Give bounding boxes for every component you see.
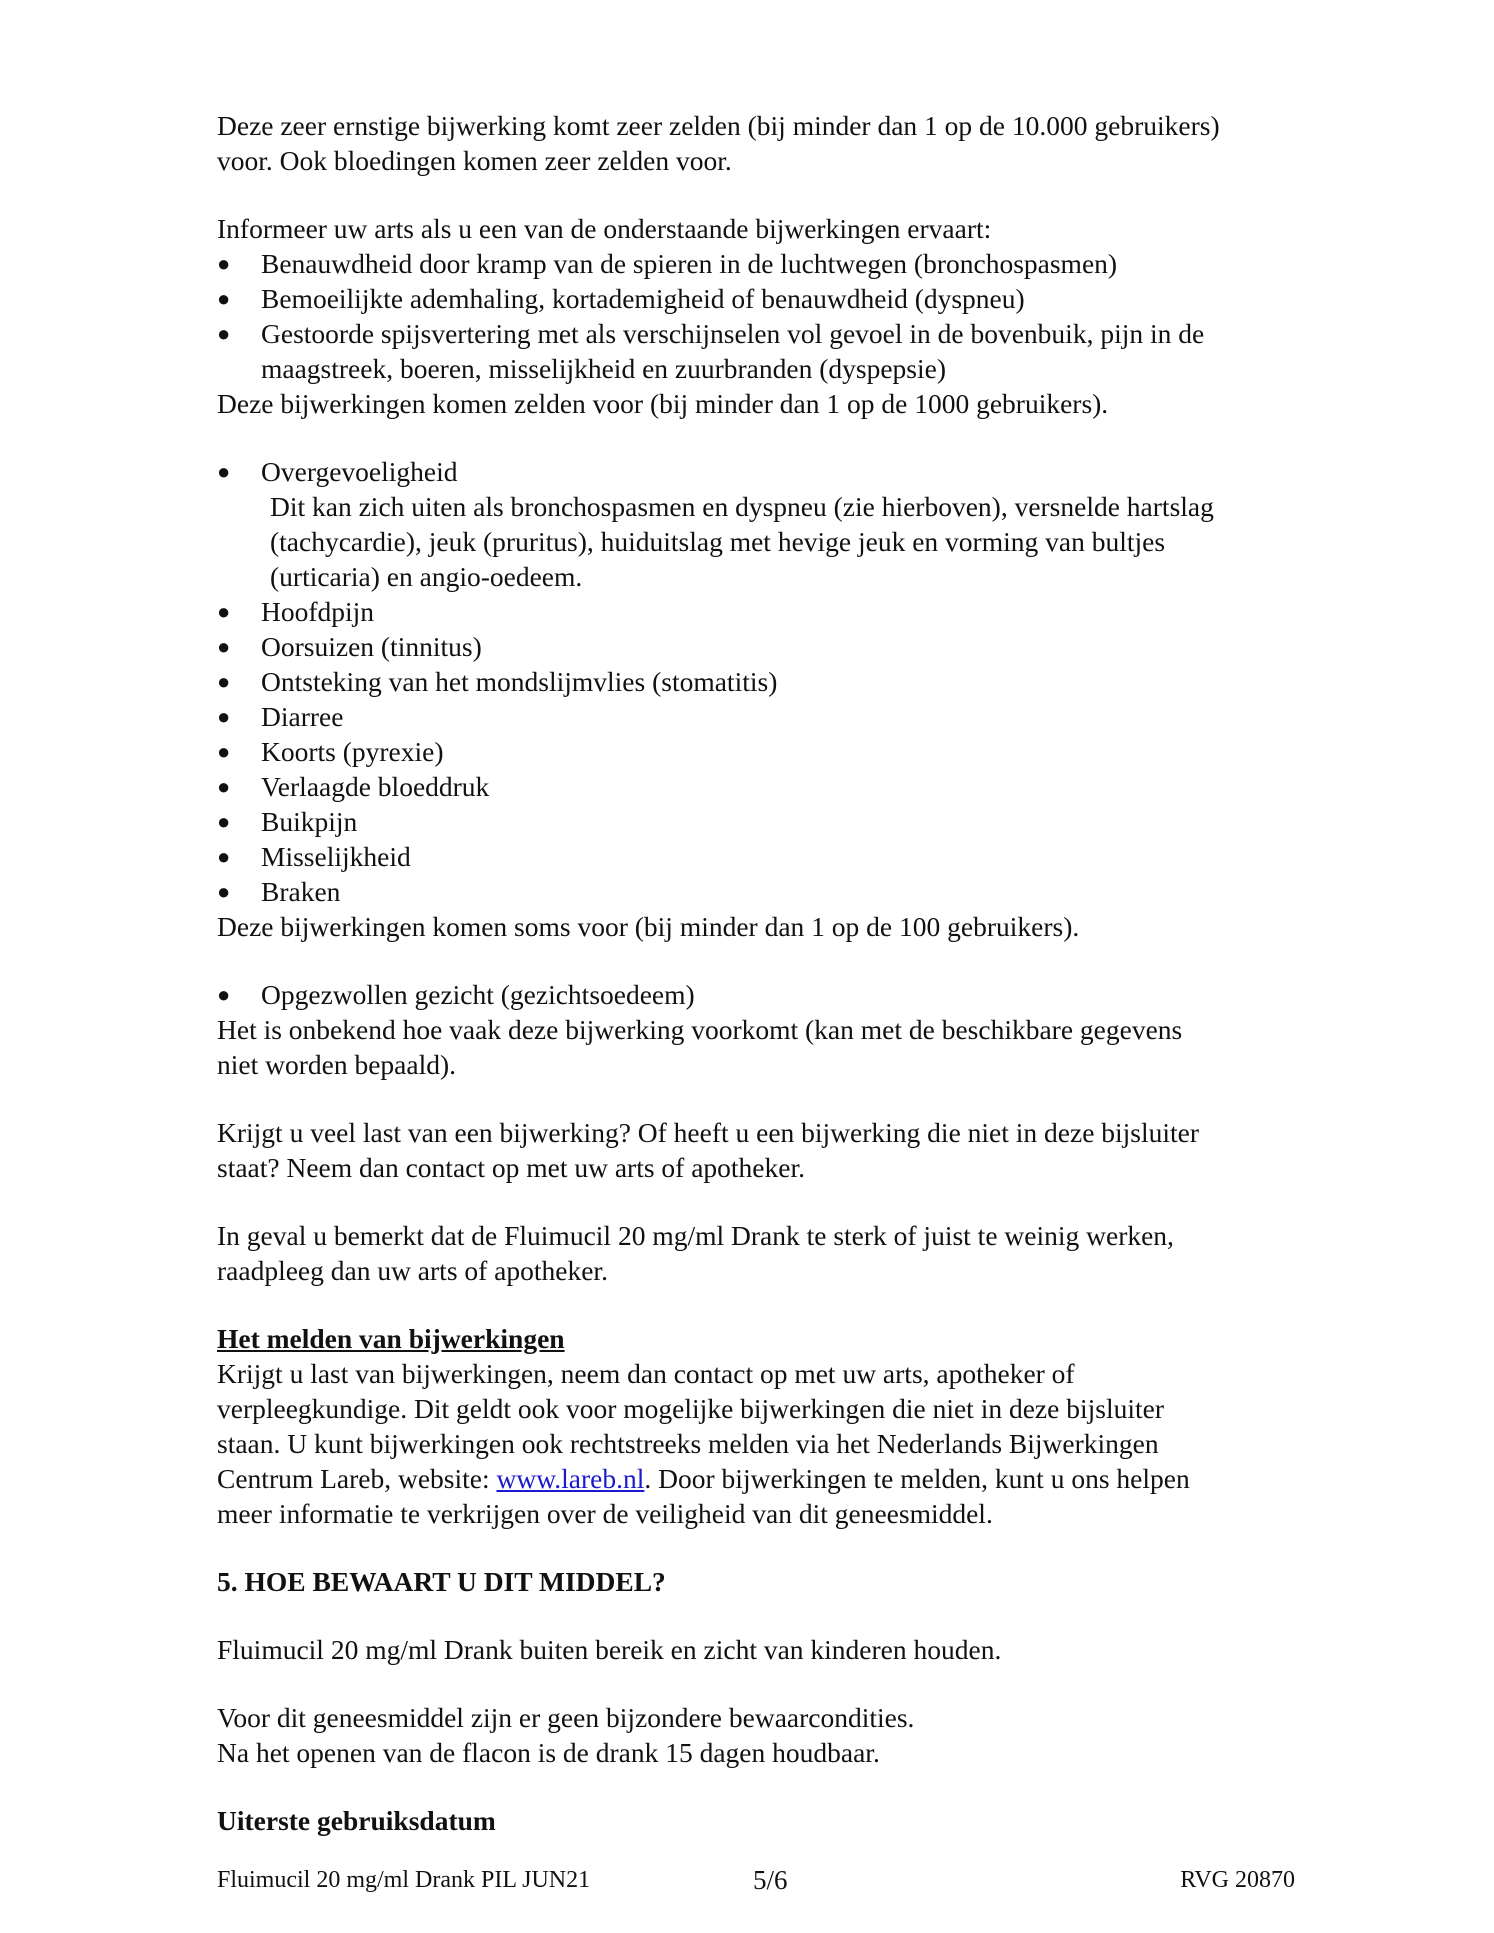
- list-item: ● Braken: [217, 876, 341, 907]
- advice-line-1: Krijgt u veel last van een bijwerking? Of heeft u een bijwerking die niet in deze bijsluiter: [217, 1117, 1200, 1148]
- list-item: ● Hoofdpijn: [217, 596, 375, 627]
- document-page: [217, 108, 1297, 1838]
- hypersensitivity-detail-3: (urticaria) en angio-oedeem.: [270, 561, 583, 592]
- reporting-line-5: meer informatie te verkrijgen over de veiligheid van dit geneesmiddel.: [217, 1498, 993, 1529]
- page-footer: [217, 1860, 1297, 1900]
- list-item: ● Opgezwollen gezicht (gezichtsoedeem): [217, 979, 695, 1010]
- hypersensitivity-detail-1: Dit kan zich uiten als bronchospasmen en dyspneu (zie hierboven), versnelde hartslag: [270, 491, 1214, 522]
- list-item: ● Ontsteking van het mondslijmvlies (stomatitis): [217, 666, 778, 697]
- list-item: ● Oorsuizen (tinnitus): [217, 631, 482, 662]
- hypersensitivity-detail-2: (tachycardie), jeuk (pruritus), huiduitslag met hevige jeuk en vorming van bultjes: [270, 526, 1166, 557]
- reporting-heading: Het melden van bijwerkingen: [217, 1323, 565, 1354]
- uncommon-frequency: Deze bijwerkingen komen soms voor (bij minder dan 1 op de 100 gebruikers).: [217, 911, 1080, 942]
- bullet-icon: ●: [217, 634, 231, 659]
- list-item: ● Koorts (pyrexie): [217, 736, 444, 767]
- list-item: ● Buikpijn: [217, 806, 358, 837]
- effect-line-2: raadpleeg dan uw arts of apotheker.: [217, 1255, 608, 1286]
- list-item: ● Overgevoeligheid: [217, 456, 458, 487]
- bullet-icon: ●: [217, 669, 231, 694]
- reporting-line-3: staan. U kunt bijwerkingen ook rechtstreeks melden via het Nederlands Bijwerkingen: [217, 1428, 1159, 1459]
- bullet-icon: ●: [217, 459, 231, 484]
- bullet-icon: ●: [217, 774, 231, 799]
- storage-line-1: Voor dit geneesmiddel zijn er geen bijzondere bewaarcondities.: [217, 1702, 915, 1733]
- bullet-icon: ●: [217, 739, 231, 764]
- reporting-line-2: verpleegkundige. Dit geldt ook voor mogelijke bijwerkingen die niet in deze bijsluiter: [217, 1393, 1164, 1424]
- list-item: ● Diarree: [217, 701, 344, 732]
- reporting-line-4: Centrum Lareb, website: www.lareb.nl. Door bijwerkingen te melden, kunt u ons helpen: [217, 1463, 1190, 1494]
- advice-line-2: staat? Neem dan contact op met uw arts of apotheker.: [217, 1152, 805, 1183]
- bullet-icon: ●: [217, 599, 231, 624]
- keep-away-text: Fluimucil 20 mg/ml Drank buiten bereik en zicht van kinderen houden.: [217, 1634, 1002, 1665]
- footer-product: Fluimucil 20 mg/ml Drank PIL JUN21: [217, 1867, 591, 1893]
- rare-frequency: Deze bijwerkingen komen zelden voor (bij minder dan 1 op de 1000 gebruikers).: [217, 388, 1109, 419]
- list-item: ● Benauwdheid door kramp van de spieren in de luchtwegen (bronchospasmen): [217, 248, 1118, 279]
- rare-lead: Informeer uw arts als u een van de onderstaande bijwerkingen ervaart:: [217, 213, 992, 244]
- bullet-icon: ●: [217, 879, 231, 904]
- list-item: ● Verlaagde bloeddruk: [217, 771, 490, 802]
- lareb-link[interactable]: www.lareb.nl: [496, 1463, 645, 1494]
- list-item: ● Bemoeilijkte ademhaling, kortademigheid of benauwdheid (dyspneu): [217, 283, 1025, 314]
- bullet-icon: ●: [217, 809, 231, 834]
- intro-line-1: Deze zeer ernstige bijwerking komt zeer zelden (bij minder dan 1 op de 10.000 gebruikers): [217, 110, 1220, 141]
- expiry-heading: Uiterste gebruiksdatum: [217, 1805, 496, 1836]
- bullet-icon: ●: [217, 286, 231, 311]
- storage-line-2: Na het openen van de flacon is de drank 15 dagen houdbaar.: [217, 1737, 880, 1768]
- bullet-icon: ●: [217, 251, 231, 276]
- footer-rvg: RVG 20870: [1180, 1867, 1295, 1893]
- list-item: ● Misselijkheid: [217, 841, 411, 872]
- footer-page-number: 5/6: [753, 1865, 788, 1895]
- list-item: ● Gestoorde spijsvertering met als verschijnselen vol gevoel in de bovenbuik, pijn in de maagstreek, boeren, misselijkheid en zuurbranden (dyspepsie): [217, 318, 1205, 384]
- section-5-title: 5. HOE BEWAART U DIT MIDDEL?: [217, 1566, 666, 1597]
- bullet-icon: ●: [217, 844, 231, 869]
- unknown-frequency-2: niet worden bepaald).: [217, 1049, 457, 1080]
- intro-line-2: voor. Ook bloedingen komen zeer zelden voor.: [217, 145, 732, 176]
- bullet-icon: ●: [217, 982, 231, 1007]
- effect-line-1: In geval u bemerkt dat de Fluimucil 20 mg/ml Drank te sterk of juist te weinig werken,: [217, 1220, 1174, 1251]
- reporting-line-1: Krijgt u last van bijwerkingen, neem dan contact op met uw arts, apotheker of: [217, 1358, 1075, 1389]
- unknown-frequency-1: Het is onbekend hoe vaak deze bijwerking voorkomt (kan met de beschikbare gegevens: [217, 1014, 1183, 1045]
- bullet-icon: ●: [217, 321, 231, 346]
- bullet-icon: ●: [217, 704, 231, 729]
